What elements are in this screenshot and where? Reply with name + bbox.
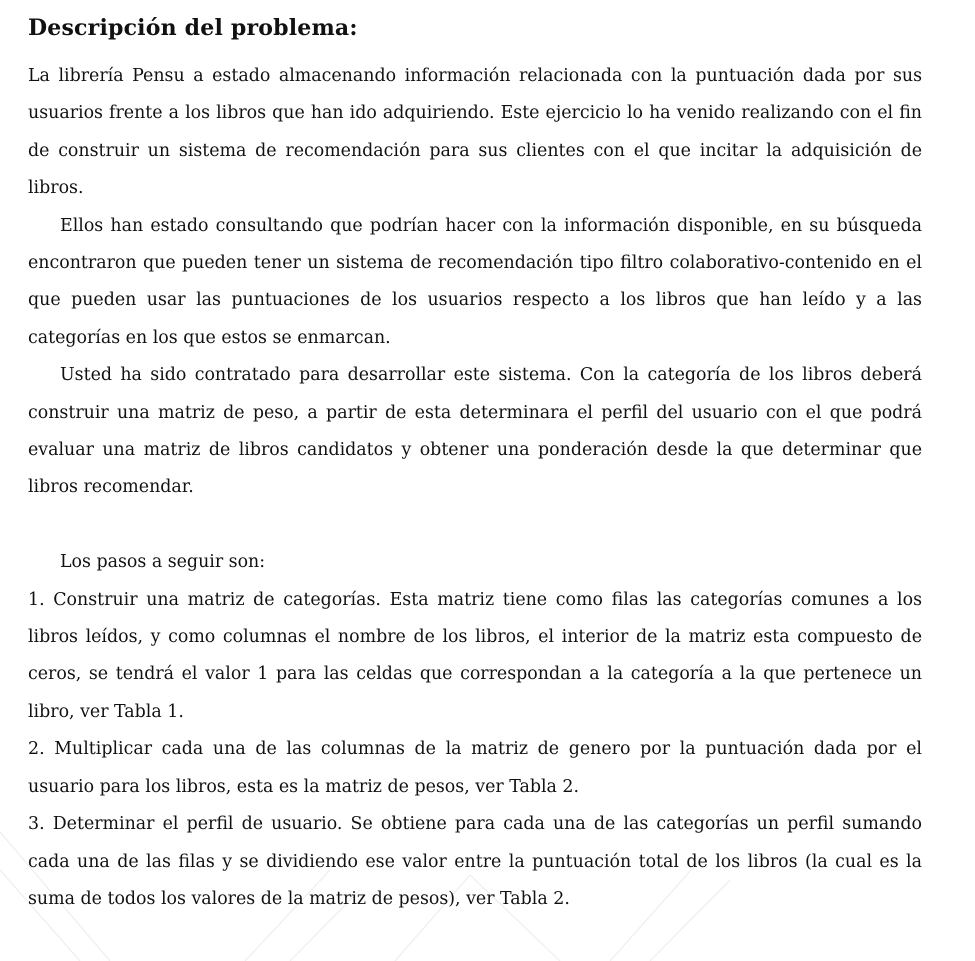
page-title: Descripción del problema: [28,15,358,41]
step-item: 1. Construir una matriz de categorías. Esta matriz tiene como filas las categorías comunes a los libros leídos, y como columnas el nombre de los libros, el interior de la matriz esta compuesto de ceros, se tendrá el valor 1 para las celdas que correspondan a la categoría a la que pertenece un libro, ver Tabla 1. [28,589,922,722]
paragraph-assignment: Usted ha sido contratado para desarrollar este sistema. Con la categoría de los libros deberá construir una matriz de peso, a partir de esta determinara el perfil del usuario con el que podrá evaluar una matriz de libros candidatos y obtener una ponderación desde la que determinar que libros recomendar. [28,365,922,498]
paragraph-intro: La librería Pensu a estado almacenando información relacionada con la puntuación dada por sus usuarios frente a los libros que han ido adquiriendo. Este ejercicio lo ha venido realizando con el fin de construir un sistema de recomendación para sus clientes con el que incitar la adquisición de libros. [28,66,922,199]
paragraph-research: Ellos han estado consultando que podrían hacer con la información disponible, en su búsqueda encontraron que pueden tener un sistema de recomendación tipo filtro colaborativo-contenido en el que pueden usar las puntuaciones de los usuarios respecto a los libros que han leído y a las categorías en los que estos se enmarcan. [28,215,922,348]
steps-intro: Los pasos a seguir son: [60,552,266,573]
blank-line [28,507,922,544]
document-body [28,10,922,918]
step-item: 3. Determinar el perfil de usuario. Se obtiene para cada una de las categorías un perfil sumando cada una de las filas y se dividiendo ese valor entre la puntuación total de los libros (la cual es la suma de todos los valores de la matriz de pesos), ver Tabla 2. [28,814,922,909]
step-item: 2. Multiplicar cada una de las columnas de la matriz de genero por la puntuación dada por el usuario para los libros, esta es la matriz de pesos, ver Tabla 2. [28,739,922,797]
